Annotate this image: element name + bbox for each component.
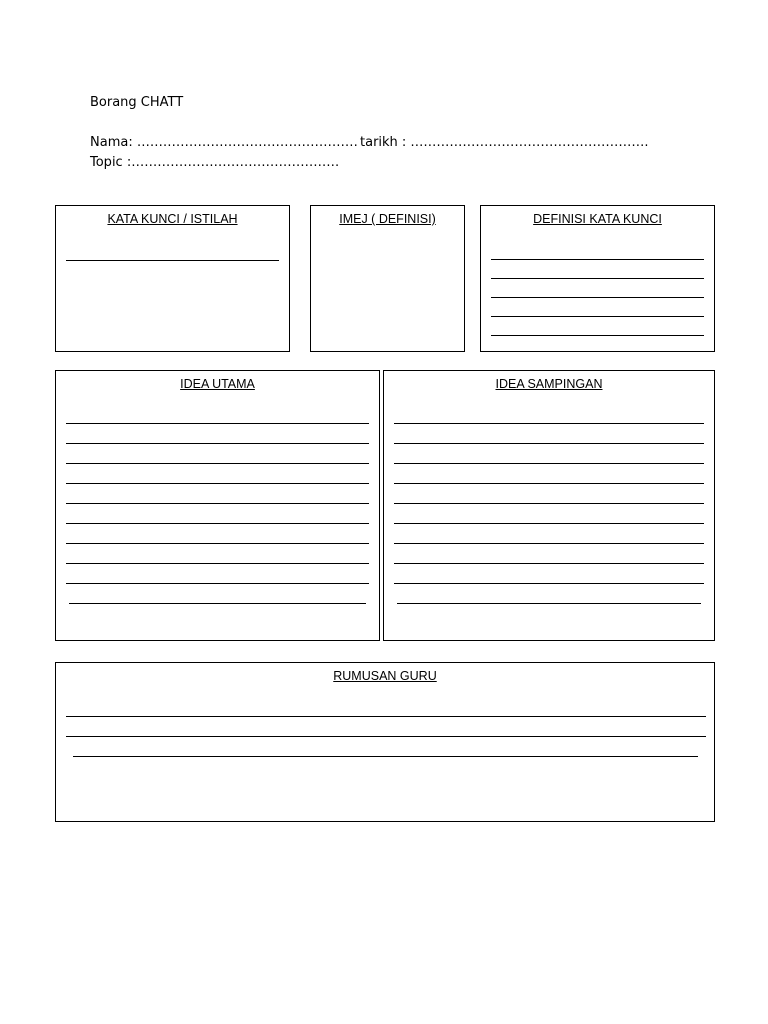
writing-line[interactable] bbox=[66, 563, 369, 564]
writing-line[interactable] bbox=[73, 756, 698, 757]
idea-sampingan-title: IDEA SAMPINGAN bbox=[495, 377, 603, 391]
definisi-box bbox=[480, 205, 715, 352]
nama-field[interactable]: Nama: …………………………………………… bbox=[90, 135, 358, 150]
writing-line[interactable] bbox=[491, 259, 704, 260]
writing-line[interactable] bbox=[397, 603, 701, 604]
writing-line[interactable] bbox=[394, 423, 704, 424]
writing-line[interactable] bbox=[394, 543, 704, 544]
kata-kunci-title: KATA KUNCI / ISTILAH bbox=[107, 212, 238, 226]
writing-line[interactable] bbox=[394, 483, 704, 484]
kata-kunci-box bbox=[55, 205, 290, 352]
tarikh-field[interactable]: tarikh : ………………………………………………. bbox=[360, 135, 649, 150]
writing-line[interactable] bbox=[66, 716, 706, 717]
writing-line[interactable] bbox=[66, 260, 279, 261]
writing-line[interactable] bbox=[66, 583, 369, 584]
rumusan-guru-box bbox=[55, 662, 715, 822]
writing-line[interactable] bbox=[69, 603, 366, 604]
writing-line[interactable] bbox=[66, 443, 369, 444]
writing-line[interactable] bbox=[491, 335, 704, 336]
imej-box[interactable] bbox=[310, 205, 465, 352]
idea-utama-box bbox=[55, 370, 380, 641]
writing-line[interactable] bbox=[394, 563, 704, 564]
writing-line[interactable] bbox=[491, 278, 704, 279]
writing-line[interactable] bbox=[394, 443, 704, 444]
idea-sampingan-box bbox=[383, 370, 715, 641]
writing-line[interactable] bbox=[394, 523, 704, 524]
writing-line[interactable] bbox=[394, 463, 704, 464]
idea-utama-title: IDEA UTAMA bbox=[180, 377, 255, 391]
writing-line[interactable] bbox=[66, 423, 369, 424]
topic-field[interactable]: Topic :………………………………………… bbox=[90, 155, 340, 170]
writing-line[interactable] bbox=[491, 297, 704, 298]
writing-line[interactable] bbox=[491, 316, 704, 317]
writing-line[interactable] bbox=[394, 583, 704, 584]
writing-line[interactable] bbox=[66, 503, 369, 504]
definisi-title: DEFINISI KATA KUNCI bbox=[533, 212, 662, 226]
writing-line[interactable] bbox=[66, 736, 706, 737]
writing-line[interactable] bbox=[66, 543, 369, 544]
imej-title: IMEJ ( DEFINISI) bbox=[339, 212, 436, 226]
rumusan-guru-title: RUMUSAN GURU bbox=[333, 669, 437, 683]
writing-line[interactable] bbox=[394, 503, 704, 504]
writing-line[interactable] bbox=[66, 483, 369, 484]
form-title: Borang CHATT bbox=[90, 95, 184, 110]
writing-line[interactable] bbox=[66, 523, 369, 524]
writing-line[interactable] bbox=[66, 463, 369, 464]
